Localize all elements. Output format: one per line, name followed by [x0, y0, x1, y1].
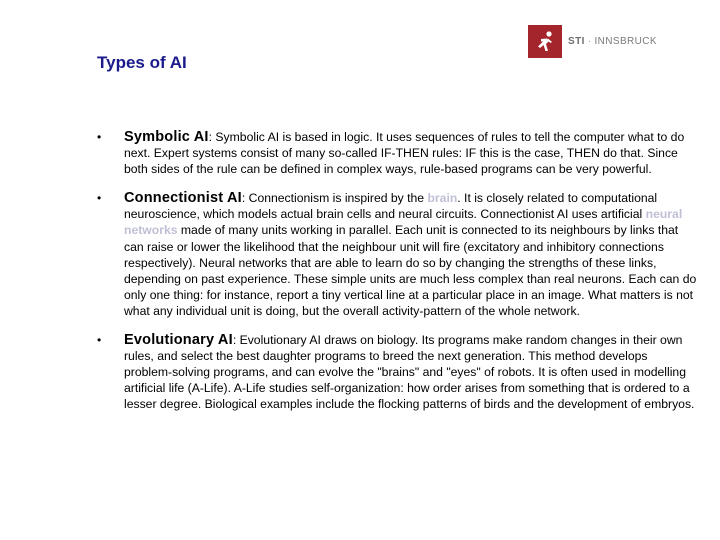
brain-link[interactable]: brain — [427, 191, 458, 206]
bullet-text: Symbolic AI is based in logic. It uses sequences of rules to tell the computer what to do next. Expert systems consist of many so-called IF-THEN rules: IF this is the case, THEN do that. Since both sides of the rule can be defined in complex ways, rule-based programs can be very powerful. — [124, 130, 685, 177]
slide-title: Types of AI — [97, 53, 187, 72]
bullet-text-after: made of many units working in parallel. Each unit is connected to its neighbours by links that can raise or lower the likelihood that the neighbour unit will fire (excitatory and inhibitory connections respectively). Neural networks that are able to learn do so by changing the strengths of these links, depending on past experience. These simple units are much less complex than real neurons. Each can do only one thing: for instance, report a tiny vertical line at a particular place in an image. What matters is not what any individual unit is doing, but the overall activity-pattern of the whole network. — [124, 223, 697, 318]
bullet-term-sep: : — [232, 333, 237, 348]
bullet-connectionist-ai — [97, 190, 697, 319]
logo-wordmark — [568, 36, 657, 47]
logo-location: INNSBRUCK — [594, 36, 657, 47]
bullet-term-sep: : — [241, 191, 246, 206]
bullet-dot: • — [97, 333, 102, 348]
logo-separator: · — [587, 36, 592, 47]
bullet-term: Evolutionary AI — [124, 332, 233, 349]
bullet-text-mid: . It is closely related to computational neuroscience, which models actual brain cells and neural circuits. Connectionist AI uses artificial — [124, 191, 658, 222]
bullet-dot: • — [97, 130, 102, 144]
bullet-list — [97, 129, 697, 426]
sti-runner-logo-icon — [528, 25, 562, 58]
sti-logo — [528, 25, 657, 58]
neural-networks-link[interactable]: neural networks — [124, 207, 683, 238]
bullet-term: Symbolic AI — [124, 129, 209, 145]
bullet-evolutionary-ai — [97, 332, 697, 412]
bullet-symbolic-ai — [97, 129, 697, 177]
bullet-term: Connectionist AI — [124, 190, 242, 207]
bullet-text: Evolutionary AI draws on biology. Its programs make random changes in their own rules, and select the best daughter programs to breed the next generation. This method develops problem-solving programs, and can evolve the "brains" and "eyes" of robots. It is often used in modelling artificial life (A-Life). A-Life studies self-organization: how order arises from something that is ordered to a lesser degree. Biological examples include the flocking patterns of birds and the development of embryos. — [124, 333, 695, 412]
bullet-dot: • — [97, 191, 102, 206]
bullet-term-sep: : — [208, 130, 213, 144]
bullet-text-before: Connectionism is inspired by the — [245, 191, 428, 206]
logo-brand: STI — [568, 36, 585, 47]
